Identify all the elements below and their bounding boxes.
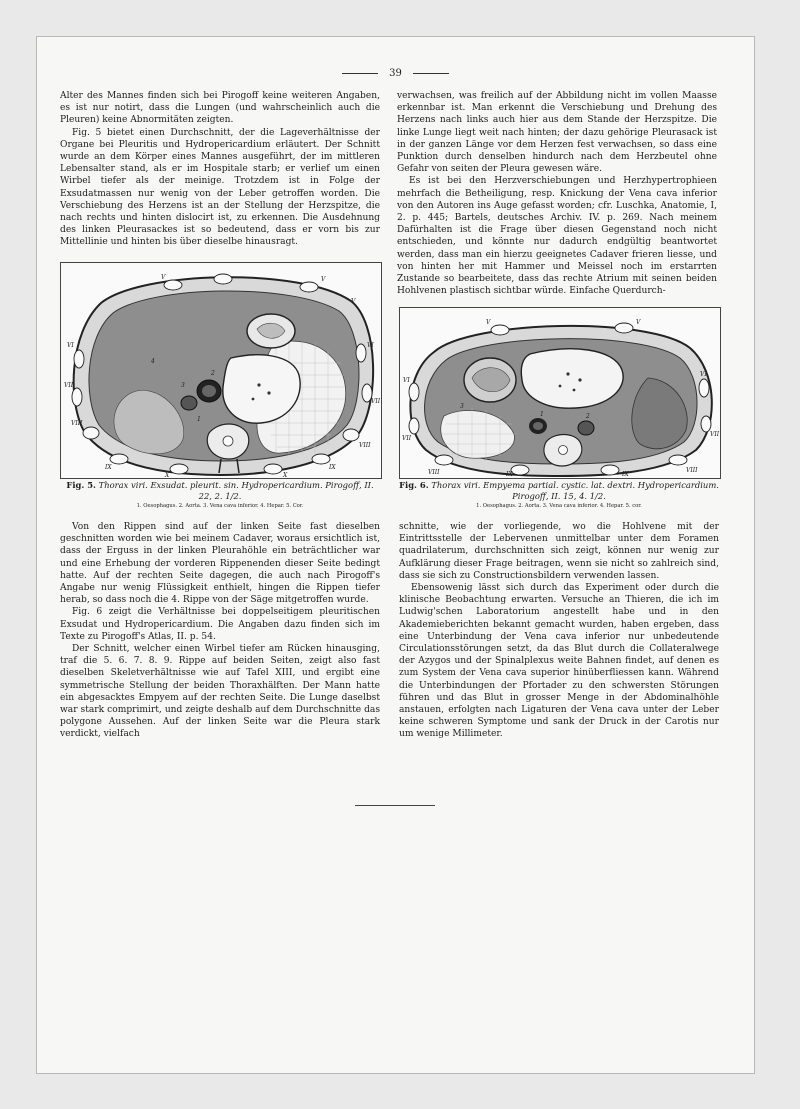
figure-mark: VII [402, 435, 412, 442]
figure-mark: VIII [359, 442, 371, 449]
paragraph: verwachsen, was freilich auf der Abbildung nicht im vollen Maasse erkennbar ist. Man erkennt die Verschiebung und Drehung des Herzens nach links auch hier aus dem Stande der Herzspitze. Die linke Lunge liegt weit nach hinten; der dazu gehörige Pleurasack ist in der ganzen Länge vor dem Herzen fest verwachsen, so dass eine Punktion durch denselben hindurch nach dem Herzbeutel ohne Gefahr von seiten der Pleura gewesen wäre. [397, 91, 717, 175]
paragraph: Ebensowenig lässt sich durch das Experiment oder durch die klinische Beobachtung erwarten. Versuche an Thieren, die ich im Ludwig'schen Laboratorium angestellt habe und in den Akademieberichten bekannt gemacht wurden, haben ergeben, dass eine Unterbindung der Vena cava inferior nur unbedeutende Circulationsstörungen setzt, da das Blut durch die Collateralwege der Azygos und der Spinalplexus weite Bahnen findet, auf denen es zum System der Vena cava superior hinüberfliessen kann. Während die Unterbindungen der Pfortader zu den schwersten Störungen führen und das Blut in grosser Menge in der Abdominalhöhle anstauen, erfolgten nach Ligaturen der Vena cava unter der Leber keine schweren Symptome und sank der Druck in der Carotis nur um wenige Millimeter. [399, 583, 719, 740]
figure-5-illustration [60, 262, 382, 479]
paragraph: Von den Rippen sind auf der linken Seite fast dieselben geschnitten worden wie bei meinem Cadaver, woraus ersichtlich ist, dass der Erguss in der linken Pleurahöhle ein beträchtlicher war und eine Erhebung der vorderen Rippenenden dieser Seite bedingt hatte. Auf der rechten Seite dagegen, die auch nach Pirogoff's Angabe nur wenig Flüssigkeit enthielt, hingen die Rippen tiefer herab, so dass noch die 4. Rippe von der Säge mitgetroffen wurde. [60, 522, 380, 606]
figure-mark: 3 [181, 382, 185, 389]
figure-mark: 2 [211, 370, 215, 377]
figure-mark: IX [506, 471, 513, 478]
section-divider [355, 805, 435, 806]
figure-mark: V [351, 298, 356, 305]
text-column-bottom-left [60, 521, 380, 741]
figure-legend: 1. Oesophagus. 2. Aorta. 3. Vena cava inferior. 4. Hepar. 5. cor. [476, 503, 642, 509]
header-rule-right [413, 73, 449, 74]
figure-mark: IX [105, 464, 112, 471]
figure-mark: VI [67, 342, 74, 349]
figure-mark: VII [371, 398, 381, 405]
page-number: 39 [389, 68, 402, 79]
figure-mark: VI [367, 342, 374, 349]
figure-legend: 1. Oesophagus. 2. Aorta. 3. Vena cava inferior. 4. Hepar. 5. Cor. [136, 503, 304, 509]
figure-title: Thorax viri. Exsudat. pleurit. sin. Hydropericardium. Pirogoff, II. 22, 2. 1/2. [98, 480, 374, 501]
figure-mark: 1 [197, 416, 201, 423]
text-column-top-left [60, 90, 380, 249]
paragraph: Fig. 5 bietet einen Durchschnitt, der die Lageverhältnisse der Organe bei Pleuritis und Hydropericardium erläutert. Der Schnitt wurde an dem Körper eines Mannes ausgeführt, der im mittleren Lebensalter stand, als er im Hospitale starb; er verlief um einen Wirbel tiefer als der meinige. Trotzdem ist in Folge der Exsudatmassen nur wenig von der Leber getroffen worden. Die Verschiebung des Herzens ist an der Stellung der Herzspitze, die nach rechts und hinten dislocirt ist, zu erkennen. Die Ausdehnung des linken Pleurasackes ist so bedeutend, dass er vorn bis zur Mittellinie und hinten bis über dieselbe hinausragt. [60, 127, 380, 248]
figure-mark: 4 [151, 358, 155, 365]
text-column-top-right [397, 90, 717, 297]
figure-mark: V [486, 319, 491, 326]
figure-mark: VII [64, 382, 74, 389]
figure-mark: VI [700, 371, 707, 378]
text-column-bottom-right [399, 521, 719, 741]
figure-6-caption [399, 480, 719, 510]
page [36, 36, 755, 1074]
paragraph: Es ist bei den Herzverschiebungen und Herzhypertrophieen mehrfach die Betheiligung, resp. Knickung der Vena cava inferior von den Autoren ins Auge gefasst worden; cfr. Luschka, Anatomie, I, 2. p. 445; Bartels, deutsches Archiv. IV. p. 269. Nach meinem Dafürhalten ist die Frage über diesen Gegenstand noch nicht entschieden, und könnte nur dadurch endgültig beantwortet werden, dass man ein hierzu geeignetes Cadaver frieren liesse, und von hinten her mit Hammer und Meissel noch im erstarrten Zustande so bearbeitete, dass das rechte Atrium mit seinen beiden Hohlvenen plastisch sichtbar würde. Einfache Querdurch- [397, 176, 717, 297]
paragraph: Alter des Mannes finden sich bei Pirogoff keine weiteren Angaben, es ist nur notirt, dass die Lungen (und wahrscheinlich auch die Pleuren) keine Abnormitäten zeigten. [60, 91, 380, 126]
figure-label: Fig. 5. [66, 480, 96, 490]
figure-mark: 1 [540, 411, 544, 418]
header-rule-left [342, 73, 378, 74]
figure-mark: VIII [71, 420, 83, 427]
paragraph: Fig. 6 zeigt die Verhältnisse bei doppelseitigem pleuritischen Exsudat und Hydropericardium. Die Angaben dazu finden sich im Texte zu Pirogoff's Atlas, II. p. 54. [60, 607, 380, 642]
figure-6-illustration [399, 307, 721, 479]
paragraph: schnitte, wie der vorliegende, wo die Hohlvene mit der Eintrittsstelle der Lebervenen unmittelbar unter dem Foramen quadrilaterum, durchschnitten sich zeigt, können nur wenig zur Aufklärung dieser Frage beitragen, wenn sie nicht so zahlreich sind, dass sie sich zu Constructionsbildern verwenden lassen. [399, 522, 719, 581]
figure-mark: V [161, 274, 166, 281]
figure-mark: 2 [586, 413, 590, 420]
figure-mark: V [636, 319, 641, 326]
page-header [37, 67, 754, 81]
figure-mark: VIII [686, 467, 698, 474]
figure-mark: 3 [460, 403, 464, 410]
figure-5-caption [60, 480, 380, 510]
figure-title: Thorax viri. Empyema partial. cystic. lat. dextri. Hydropericardium. Pirogoff, II. 15, 4. 1/2. [431, 480, 719, 501]
figure-mark: VIII [428, 469, 440, 476]
figure-mark: VII [710, 431, 720, 438]
figure-mark: V [321, 276, 326, 283]
figure-mark: IX [622, 471, 629, 478]
figure-mark: X [283, 472, 288, 478]
paragraph: Der Schnitt, welcher einen Wirbel tiefer am Rücken hinausging, traf die 5. 6. 7. 8. 9. Rippe auf beiden Seiten, zeigt also fast dieselben Skeletverhältnisse wie auf Tafel XIII, und ergibt eine symmetrische Stellung der beiden Thoraxhälften. Der Mann hatte ein abgesacktes Empyem auf der rechten Seite. Die Lunge daselbst war stark comprimirt, und zeigte deshalb auf dem Durchschnitte das polygone Aussehen. Auf der linken Seite war die Pleura stark verdickt, vielfach [60, 644, 380, 740]
figure-mark: X [165, 472, 170, 478]
figure-label: Fig. 6. [399, 480, 429, 490]
figure-mark: VI [403, 377, 410, 384]
figure-mark: IX [329, 464, 336, 471]
